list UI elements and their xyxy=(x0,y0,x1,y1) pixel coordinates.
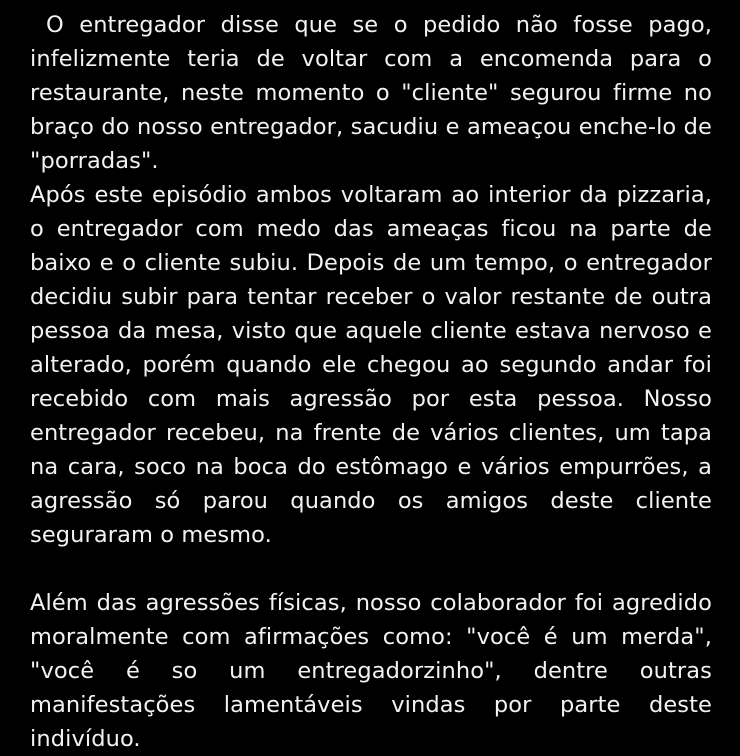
paragraph-spacer xyxy=(30,552,712,586)
paragraph-moral-aggression: Além das agressões físicas, nosso colaborador foi agredido moralmente com afirmações como: "você é um merda", "você é so um entregadorzinho", dentre outras manifestações lamentáveis vindas por parte deste indivíduo. xyxy=(30,590,712,752)
paragraph-delivery-threat: O entregador disse que se o pedido não fosse pago, infelizmente teria de voltar com a encomenda para o restaurante, neste momento o "cliente" segurou firme no braço do nosso entregador, sacudiu e ameaçou enche-lo de "porradas". xyxy=(30,12,712,174)
document-text-block xyxy=(30,8,712,756)
paragraph-pizzeria-aggression: Após este episódio ambos voltaram ao interior da pizzaria, o entregador com medo das ameaças ficou na parte de baixo e o cliente subiu. Depois de um tempo, o entregador decidiu subir para tentar receber o valor restante de outra pessoa da mesa, visto que aquele cliente estava nervoso e alterado, porém quando ele chegou ao segundo andar foi recebido com mais agressão por esta pessoa. Nosso entregador recebeu, na frente de vários clientes, um tapa na cara, soco na boca do estômago e vários empurrões, a agressão só parou quando os amigos deste cliente seguraram o mesmo. xyxy=(30,182,712,548)
